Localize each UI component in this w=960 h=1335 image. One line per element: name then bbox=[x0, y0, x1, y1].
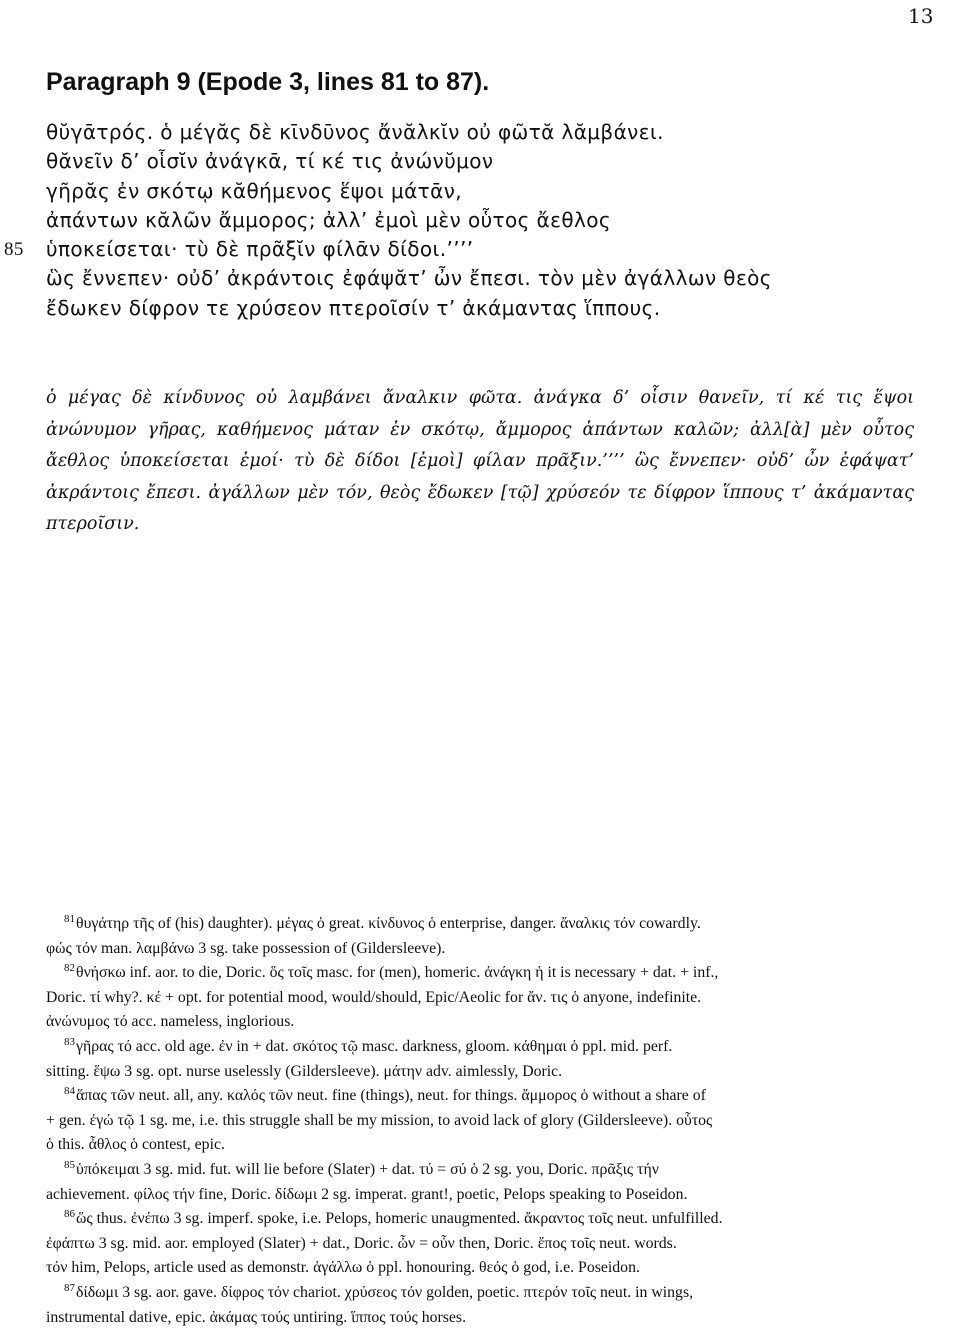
footnote-number: 83 bbox=[64, 1035, 75, 1048]
footnote-line bbox=[46, 912, 918, 937]
footnote-text: + gen. ἐγώ τῷ 1 sg. me, i.e. this struggle shall be my mission, to avoid lack of glory (Gildersleeve). οὗτος bbox=[46, 1111, 713, 1129]
footnote-text: achievement. φίλος τήν fine, Doric. δίδωμι 2 sg. imperat. grant!, poetic, Pelops speaking to Poseidon. bbox=[46, 1185, 688, 1203]
footnote-line bbox=[46, 1306, 918, 1331]
verse-text: θᾰνεῖν δ’ οἷσῐν ἀνάγκᾱ, τί κέ τις ἀνώνῠμον bbox=[46, 149, 494, 174]
footnote-text: ἐφάπτω 3 sg. mid. aor. employed (Slater) + dat., Doric. ὦν = οὖν then, Doric. ἔπος τοῖς neut. words. bbox=[46, 1234, 677, 1252]
footnote-text: ὑπόκειμαι 3 sg. mid. fut. will lie before (Slater) + dat. τύ = σύ ὁ 2 sg. you, Doric. πρᾶξις τήν bbox=[76, 1160, 659, 1178]
footnote-number: 81 bbox=[64, 912, 75, 925]
footnote-line bbox=[46, 1060, 918, 1085]
footnotes bbox=[46, 912, 918, 1330]
footnote-number: 85 bbox=[64, 1158, 75, 1171]
verse-text: γῆρᾰς ἐν σκότῳ κᾰθήμενος ἕψοι μάτᾱν, bbox=[46, 178, 463, 203]
footnote-number: 87 bbox=[64, 1281, 75, 1294]
verse-line bbox=[46, 118, 926, 147]
verse-line bbox=[46, 264, 926, 293]
verse-line bbox=[46, 294, 926, 323]
footnote-line bbox=[46, 1281, 918, 1306]
page-number: 13 bbox=[908, 4, 934, 28]
greek-verse-block bbox=[4, 118, 926, 323]
footnote-text: γῆρας τό acc. old age. ἐν in + dat. σκότος τῷ masc. darkness, gloom. κάθημαι ὁ ppl. mid. perf. bbox=[76, 1037, 673, 1055]
verse-text: ἔδωκεν δίφρον τε χρύσεον πτεροῖσίν τ’ ἀκάμαντας ἵππους. bbox=[46, 295, 661, 320]
footnote-number: 82 bbox=[64, 961, 75, 974]
verse-line bbox=[4, 235, 926, 264]
footnote-text: instrumental dative, epic. ἀκάμας τούς untiring. ἵππος τούς horses. bbox=[46, 1308, 467, 1326]
verse-line bbox=[46, 147, 926, 176]
footnote-line bbox=[46, 1256, 918, 1281]
footnote-text: ὁ this. ἆθλος ὁ contest, epic. bbox=[46, 1136, 225, 1154]
footnote-line bbox=[46, 1010, 918, 1035]
footnote-line bbox=[46, 1158, 918, 1183]
footnote-line bbox=[46, 986, 918, 1011]
footnote-text: δίδωμι 3 sg. aor. gave. δίφρος τόν chariot. χρύσεος τόν golden, poetic. πτερόν τοῖς neut. in wings, bbox=[76, 1283, 694, 1301]
footnote-number: 84 bbox=[64, 1084, 75, 1097]
footnote-text: ὥς thus. ἐνέπω 3 sg. imperf. spoke, i.e. Pelops, homeric unaugmented. ἄκραντος τοῖς neut. unfulfilled. bbox=[76, 1210, 723, 1228]
footnote-line bbox=[46, 1183, 918, 1208]
line-number: 85 bbox=[4, 239, 24, 261]
footnote-line bbox=[46, 1232, 918, 1257]
footnote-text: sitting. ἕψω 3 sg. opt. nurse uselessly (Gildersleeve). μάτην adv. aimlessly, Doric. bbox=[46, 1062, 563, 1080]
footnote-line bbox=[46, 1133, 918, 1158]
footnote-line bbox=[46, 1035, 918, 1060]
footnote-text: θνήσκω inf. aor. to die, Doric. ὅς τοῖς masc. for (men), homeric. ἀνάγκη ἡ it is necessary + dat. + inf., bbox=[76, 964, 719, 982]
footnote-line bbox=[46, 937, 918, 962]
footnote-line bbox=[46, 961, 918, 986]
footnote-text: Doric. τί why?. κέ + opt. for potential mood, would/should, Epic/Aeolic for ἄν. τις ὁ anyone, indefinite. bbox=[46, 988, 702, 1006]
footnote-text: θυγάτηρ τῆς of (his) daughter). μέγας ὁ great. κίνδυνος ὁ enterprise, danger. ἄναλκις τόν cowardly. bbox=[76, 915, 701, 932]
verse-text: ὣς ἔννεπεν· οὐδ’ ἀκράντοις ἐφάψᾰτ’ ὦν ἔπεσι. τὸν μὲν ἀγάλλων θεὸς bbox=[46, 266, 772, 291]
verse-line bbox=[46, 177, 926, 206]
verse-line bbox=[46, 206, 926, 235]
footnote-line bbox=[46, 1109, 918, 1134]
verse-text: θῠγᾱτρός. ὁ μέγᾰς δὲ κῑνδῡνος ἄνᾰλκῐν οὐ φῶτᾰ λᾰμβάνει. bbox=[46, 120, 664, 144]
footnote-text: φώς τόν man. λαμβάνω 3 sg. take possession of (Gildersleeve). bbox=[46, 939, 446, 957]
footnote-text: τόν him, Pelops, article used as demonstr. ἀγάλλω ὁ ppl. honouring. θεός ὁ god, i.e. Poseidon. bbox=[46, 1259, 640, 1277]
footnote-line bbox=[46, 1084, 918, 1109]
footnote-number: 86 bbox=[64, 1207, 75, 1220]
footnote-text: ἅπας τῶν neut. all, any. καλός τῶν neut. fine (things), neut. for things. ἄμμορος ὁ without a share of bbox=[76, 1087, 706, 1105]
footnote-line bbox=[46, 1207, 918, 1232]
section-heading: Paragraph 9 (Epode 3, lines 81 to 87). bbox=[46, 68, 490, 96]
verse-text: ὑποκείσεται· τὺ δὲ πρᾶξῐν φίλᾱν δίδοι.’’’’ bbox=[46, 237, 474, 262]
footnote-text: ἀνώνυμος τό acc. nameless, inglorious. bbox=[46, 1013, 295, 1031]
verse-text: ἀπάντων κᾰλῶν ἄμμορος; ἀλλ’ ἐμοὶ μὲν οὗτος ἄεθλος bbox=[46, 207, 611, 232]
prose-paraphrase: ὁ μέγας δὲ κίνδυνος οὐ λαμβάνει ἄναλκιν φῶτα. ἀνάγκα δ’ οἷσιν θανεῖν, τί κέ τις ἕψοι ἀνώνυμον γῆρας, καθήμενος μάταν ἐν σκότῳ, ἄμμορος ἁπάντων καλῶν; ἀλλ[ὰ] μὲν οὗτος ἄεθλος ὑποκείσεται ἐμοί· τὺ δὲ δίδοι [ἐμοὶ] φίλαν πρᾶξιν.’’’’ ὣς ἔννεπεν· οὐδ’ ὦν ἐφάψατ’ ἀκράντοις ἔπεσι. ἀγάλλων μὲν τόν, θεὸς ἔδωκεν [τῷ] χρύσεόν τε δίφρον ἵππους τ’ ἀκάμαντας πτεροῖσιν. bbox=[46, 388, 914, 534]
